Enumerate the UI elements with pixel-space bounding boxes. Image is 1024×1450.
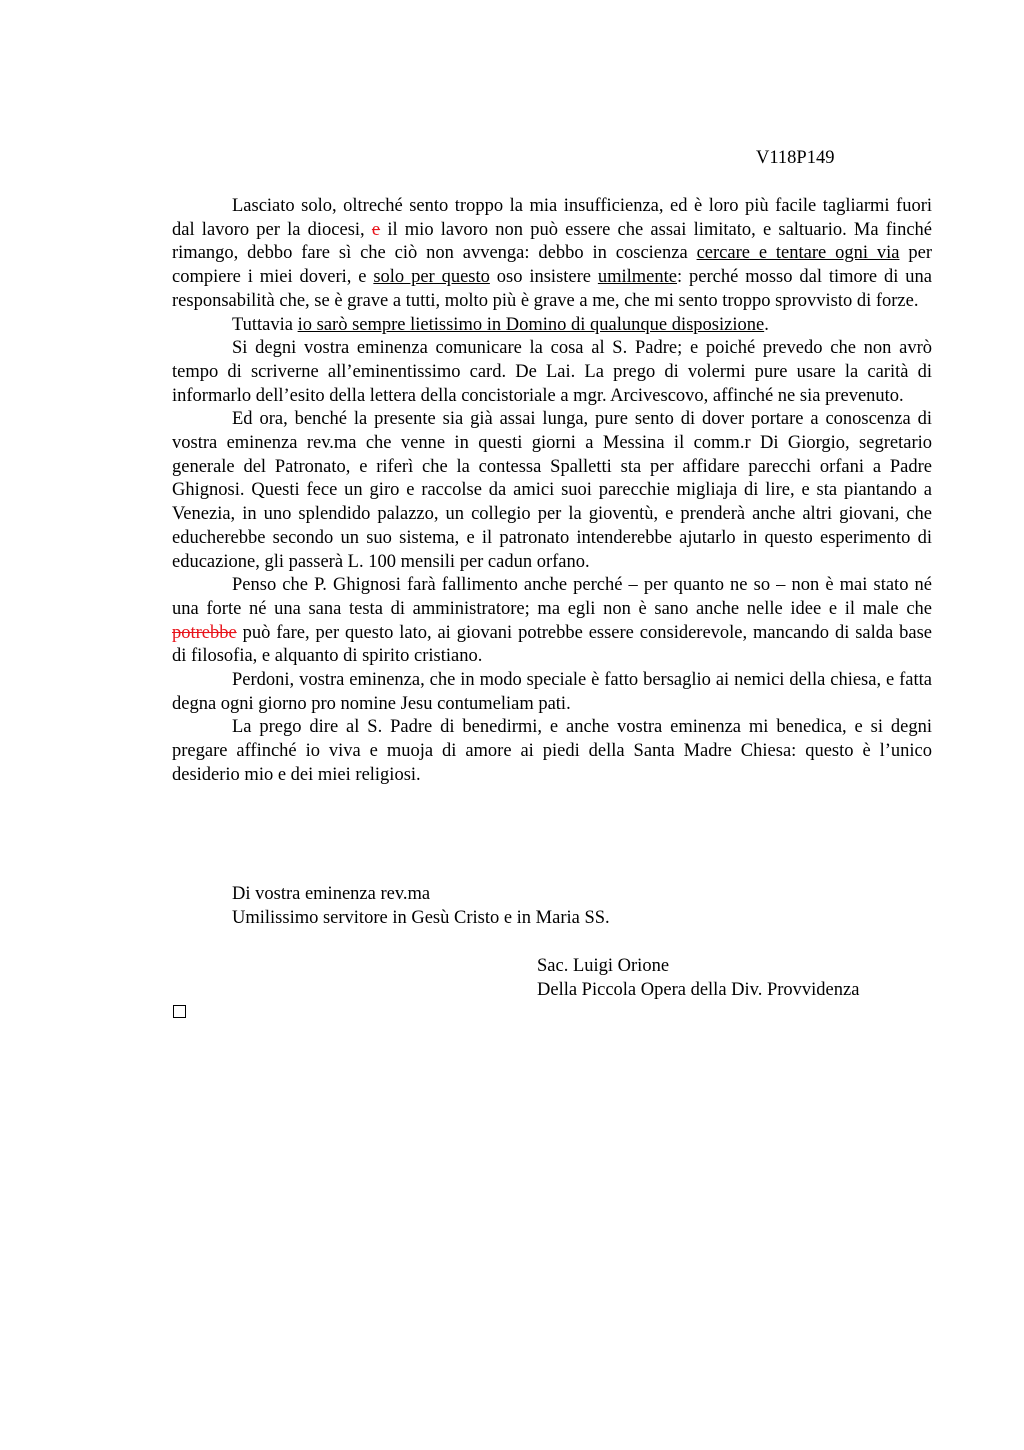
closing-formula [232,883,610,930]
text-span: il mio lavoro non può essere che assai limitato, e saltuario. Ma finché rimango, debbo fare sì che ciò non avvenga: debbo in coscienza [172,219,932,264]
text-span: Tuttavia [232,314,298,335]
paragraph-3: Si degni vostra eminenza comunicare la cosa al S. Padre; e poiché prevedo che non avrò tempo di scriverne all’eminentissimo card. De Lai. La prego di volermi pure usare la carità di informarlo dell’esito della lettera della concistoriale a mgr. Arcivescovo, affinché ne sia prevenuto. [172,338,932,406]
signature-name: Sac. Luigi Orione [537,956,670,976]
paragraph-4: Ed ora, benché la presente sia già assai lunga, pure sento di dover portare a conoscenza di vostra eminenza rev.ma che venne in questi giorni a Messina il comm.r Di Giorgio, segretario generale del Patronato, e riferì che la contessa Spalletti sta per affidare parecchi orfani a Padre Ghignosi. Questi fece un giro e raccolse da amici suoi parecchie migliaja di lire, e sta piantando a Venezia, in uno splendido palazzo, un collegio per la gioventù, e prenderà anche altri giovani, che educherebbe secondo un suo sistema, e il patronato intenderebbe ajutarlo in questo esperimento di educazione, gli passerà L. 100 mensili per cadun orfano. [172,409,932,572]
letter-body [172,195,932,788]
paragraph-2 [172,314,932,338]
text-span: Penso che P. Ghignosi farà fallimento anche perché – per quanto ne so – non è mai stato né una forte né una sana testa di amministratore; ma egli non è sano anche nelle idee e il male che [172,575,932,619]
underlined-text: io sarò sempre lietissimo in Domino di qualunque disposizione [297,314,765,335]
paragraph-5 [172,574,932,669]
closing-line-2: Umilissimo servitore in Gesù Cristo e in Maria SS. [232,907,610,928]
deleted-text: potrebbe [172,622,237,643]
underlined-text: umilmente [597,267,677,288]
paragraph-1 [172,195,932,314]
document-reference: V118P149 [756,148,835,168]
paragraph-7: La prego dire al S. Padre di benedirmi, e anche vostra eminenza mi benedica, e si degni pregare affinché io viva e muoja di amore ai piedi della Santa Madre Chiesa: questo è l’unico desiderio mio e dei miei religiosi. [172,717,932,785]
underlined-text: cercare e tentare ogni via [696,243,900,264]
text-span: per compiere i miei doveri, e [172,243,933,288]
paragraph-6: Perdoni, vostra eminenza, che in modo speciale è fatto bersaglio ai nemici della chiesa, e fatta degna ogni giorno pro nomine Jesu contumeliam pati. [172,670,932,714]
checkbox-square-icon [173,1005,186,1018]
signature-org: Della Piccola Opera della Div. Provvidenza [537,979,860,1000]
signature-block [537,955,859,1002]
text-span: . [764,314,769,335]
text-span: può fare, per questo lato, ai giovani potrebbe essere considerevole, mancando di salda base di filosofia, e alquanto di spirito cristiano. [172,622,932,667]
closing-line-1: Di vostra eminenza rev.ma [232,884,431,904]
text-span: oso insistere [489,267,598,288]
underlined-text: solo per questo [373,267,490,288]
text-span: : perché mosso dal timore di una responsabilità che, se è grave a tutti, molto più è grave a me, che mi sento troppo sprovvisto di forze. [172,267,932,311]
text-span: Lasciato solo, oltreché sento troppo la mia insufficienza, ed è loro più facile tagliarmi fuori dal lavoro per la diocesi, [172,196,932,240]
deleted-text: e [371,219,381,240]
